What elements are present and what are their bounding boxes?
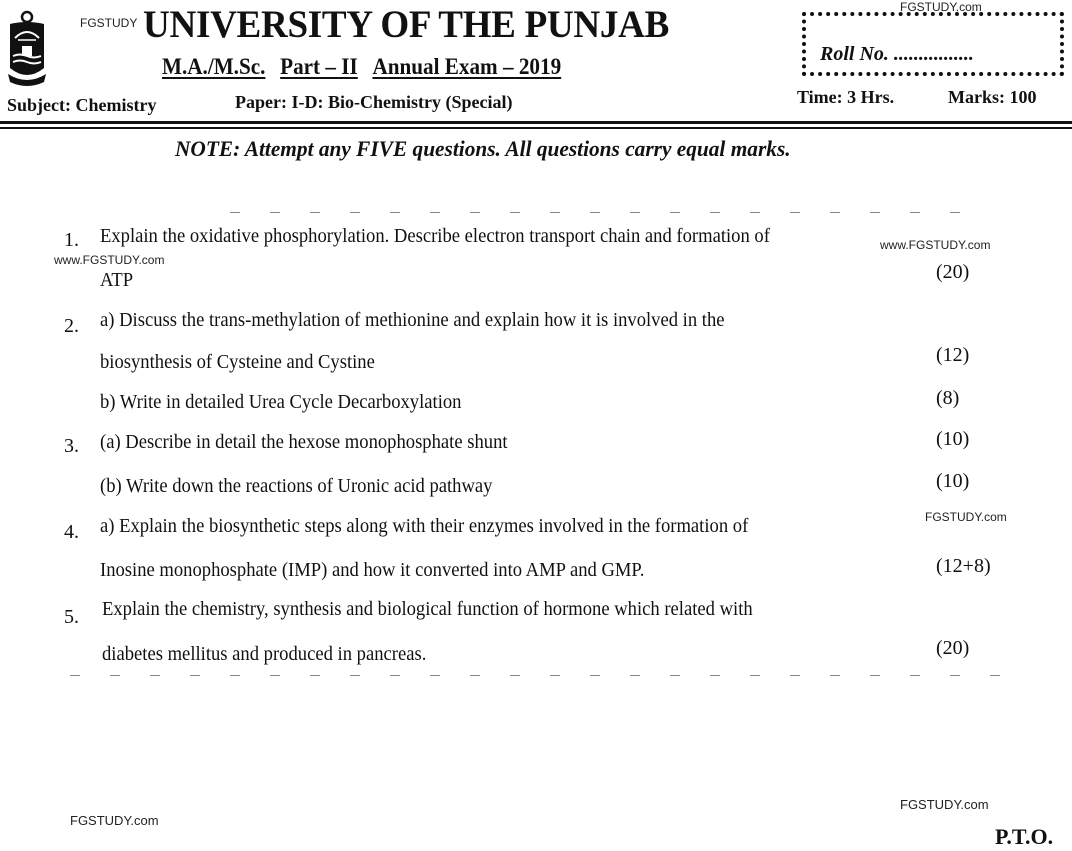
question-text: (b) Write down the reactions of Uronic acid pathway	[100, 475, 493, 497]
question-marks: (8)	[936, 387, 960, 409]
question-number: 2.	[64, 315, 79, 337]
question-text: a) Discuss the trans-methylation of methionine and explain how it is involved in the	[100, 309, 725, 331]
question-text: (a) Describe in detail the hexose monophosphate shunt	[100, 431, 508, 453]
instructions-note: NOTE: Attempt any FIVE questions. All questions carry equal marks.	[175, 136, 791, 161]
question-marks: (10)	[936, 470, 970, 492]
question-marks: (20)	[936, 261, 970, 283]
time-label: Time: 3 Hrs.	[797, 87, 895, 107]
question-text: biosynthesis of Cysteine and Cystine	[100, 351, 375, 373]
watermark: FGSTUDY.com	[900, 0, 982, 14]
question-text: Explain the chemistry, synthesis and biological function of hormone which related with	[102, 598, 753, 620]
exam-label: Annual Exam – 2019	[372, 54, 562, 79]
question-text: ATP	[100, 269, 134, 291]
watermark: FGSTUDY.com	[70, 813, 159, 828]
question-text: b) Write in detailed Urea Cycle Decarboxylation	[100, 391, 462, 413]
paper-label: Paper: I-D: Bio-Chemistry (Special)	[235, 92, 513, 112]
question-number: 1.	[64, 229, 79, 251]
question-text: Inosine monophosphate (IMP) and how it converted into AMP and GMP.	[100, 559, 645, 581]
header-divider	[0, 127, 1072, 129]
scan-artifact	[230, 212, 990, 213]
watermark: FGSTUDY.com	[925, 510, 1007, 524]
watermark: www.FGSTUDY.com	[54, 253, 165, 267]
question-marks: (12)	[936, 344, 970, 366]
subject-label: Subject: Chemistry	[7, 95, 157, 115]
watermark: www.FGSTUDY.com	[880, 238, 991, 252]
question-number: 3.	[64, 435, 79, 457]
exam-subheading	[162, 54, 561, 80]
question-marks: (20)	[936, 637, 970, 659]
university-title: UNIVERSITY OF THE PUNJAB	[143, 3, 670, 46]
marks-label: Marks: 100	[948, 87, 1037, 107]
question-marks: (12+8)	[936, 555, 991, 577]
university-logo	[6, 10, 48, 88]
page-turn-over: P.T.O.	[995, 824, 1054, 849]
question-text: Explain the oxidative phosphorylation. Describe electron transport chain and formation of	[100, 225, 770, 247]
watermark: FGSTUDY	[80, 16, 138, 30]
scan-artifact	[70, 675, 1010, 676]
question-text: a) Explain the biosynthetic steps along with their enzymes involved in the formation of	[100, 515, 749, 537]
question-number: 5.	[64, 606, 79, 628]
roll-number-field: Roll No. ................	[820, 43, 974, 65]
watermark: FGSTUDY.com	[900, 797, 989, 812]
program-label: M.A./M.Sc.	[162, 54, 266, 79]
question-marks: (10)	[936, 428, 970, 450]
header-divider	[0, 121, 1072, 124]
question-text: diabetes mellitus and produced in pancreas.	[102, 643, 427, 665]
crest-icon	[6, 10, 48, 88]
part-label: Part – II	[280, 54, 358, 79]
question-number: 4.	[64, 521, 79, 543]
